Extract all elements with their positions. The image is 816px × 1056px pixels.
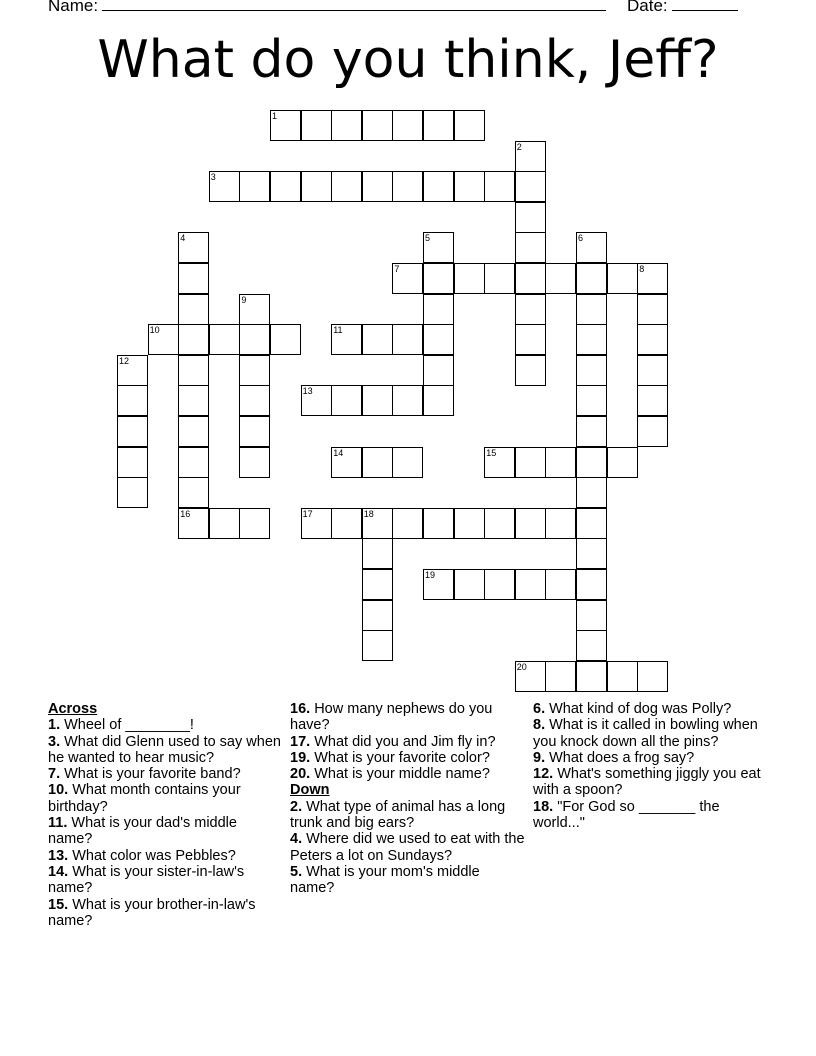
clue-number: 18 — [363, 508, 374, 519]
clue-item-number: 9. — [533, 749, 546, 766]
grid-cell[interactable] — [484, 508, 515, 539]
clue-item-number: 15. — [48, 896, 69, 913]
grid-cell[interactable] — [637, 385, 668, 416]
grid-cell[interactable] — [301, 110, 332, 141]
grid-cell[interactable] — [362, 385, 393, 416]
clue-item — [533, 799, 769, 832]
grid-cell[interactable] — [637, 263, 668, 294]
grid-cell[interactable] — [178, 294, 209, 325]
grid-cell[interactable] — [178, 324, 209, 355]
grid-cell[interactable] — [117, 447, 148, 478]
grid-cell[interactable] — [423, 385, 454, 416]
grid-cell[interactable] — [239, 324, 270, 355]
grid-cell[interactable] — [209, 324, 240, 355]
grid-cell[interactable] — [362, 324, 393, 355]
grid-cell[interactable] — [239, 508, 270, 539]
grid-cell[interactable] — [576, 661, 607, 692]
clue-number: 19 — [425, 570, 436, 580]
grid-cell[interactable] — [576, 538, 607, 569]
grid-cell[interactable] — [117, 477, 148, 508]
clue-item-text: What is your favorite color? — [310, 749, 490, 766]
grid-cell[interactable] — [515, 141, 546, 172]
grid-cell[interactable] — [392, 263, 423, 294]
clue-number: 3 — [210, 172, 216, 183]
clue-item — [48, 734, 284, 767]
grid-cell[interactable] — [331, 447, 362, 478]
grid-cell[interactable] — [637, 416, 668, 447]
grid-cell[interactable] — [239, 355, 270, 386]
grid-cell[interactable] — [178, 263, 209, 294]
clue-item-number: 19. — [290, 749, 311, 766]
grid-cell[interactable] — [576, 294, 607, 325]
clue-column-2 — [290, 701, 526, 897]
grid-cell[interactable] — [576, 355, 607, 386]
clue-item-text: What is your dad's middle name? — [48, 815, 237, 848]
grid-cell[interactable] — [178, 416, 209, 447]
grid-cell[interactable] — [362, 110, 393, 141]
grid-cell[interactable] — [423, 355, 454, 386]
clue-item-text: What month contains your birthday? — [48, 782, 241, 815]
grid-cell[interactable] — [545, 508, 576, 539]
grid-cell[interactable] — [178, 385, 209, 416]
grid-cell[interactable] — [239, 385, 270, 416]
grid-cell[interactable] — [515, 661, 546, 692]
clue-item-text: What is your middle name? — [310, 766, 490, 783]
grid-cell[interactable] — [362, 508, 393, 539]
clue-number: 5 — [425, 233, 431, 244]
clue-item — [48, 897, 284, 930]
clue-item-text: Wheel of ________! — [60, 717, 194, 734]
grid-cell[interactable] — [637, 294, 668, 325]
clue-number: 1 — [272, 111, 278, 121]
grid-cell[interactable] — [576, 600, 607, 631]
grid-cell[interactable] — [331, 508, 362, 539]
grid-cell[interactable] — [515, 232, 546, 263]
clue-item-number: 12. — [533, 766, 554, 783]
clue-item-number: 18. — [533, 798, 554, 815]
grid-cell[interactable] — [484, 263, 515, 294]
grid-cell[interactable] — [239, 416, 270, 447]
grid-cell[interactable] — [392, 110, 423, 141]
grid-cell[interactable] — [607, 661, 638, 692]
grid-cell[interactable] — [576, 477, 607, 508]
grid-cell[interactable] — [576, 385, 607, 416]
grid-cell[interactable] — [576, 630, 607, 661]
grid-cell[interactable] — [331, 324, 362, 355]
grid-cell[interactable] — [545, 263, 576, 294]
clue-number: 10 — [149, 325, 160, 336]
grid-cell[interactable] — [392, 447, 423, 478]
grid-cell[interactable] — [362, 538, 393, 569]
clue-item-number: 14. — [48, 863, 69, 880]
clue-item-number: 13. — [48, 847, 69, 864]
across-clues-continued — [290, 701, 526, 782]
clue-item-number: 6. — [533, 701, 546, 717]
grid-cell[interactable] — [392, 324, 423, 355]
grid-cell[interactable] — [576, 232, 607, 263]
grid-cell[interactable] — [239, 447, 270, 478]
clue-item — [48, 864, 284, 897]
clue-item — [290, 701, 526, 734]
grid-cell[interactable] — [362, 630, 393, 661]
grid-cell[interactable] — [270, 110, 301, 141]
grid-cell[interactable] — [423, 263, 454, 294]
grid-cell[interactable] — [178, 477, 209, 508]
clue-item-number: 10. — [48, 782, 69, 799]
across-heading: Across — [48, 701, 98, 717]
grid-cell[interactable] — [637, 324, 668, 355]
grid-cell[interactable] — [515, 171, 546, 202]
grid-cell[interactable] — [117, 416, 148, 447]
down-clues-continued — [533, 701, 769, 831]
clue-item — [290, 831, 526, 864]
grid-cell[interactable] — [545, 661, 576, 692]
clue-item-number: 7. — [48, 766, 61, 783]
clue-number: 9 — [241, 294, 247, 305]
grid-cell[interactable] — [423, 171, 454, 202]
clue-number: 2 — [516, 141, 522, 152]
grid-cell[interactable] — [423, 569, 454, 600]
grid-cell[interactable] — [270, 171, 301, 202]
grid-cell[interactable] — [362, 569, 393, 600]
page-title: What do you think, Jeff? — [97, 30, 719, 90]
clue-number: 20 — [516, 661, 527, 672]
clue-item — [533, 750, 769, 766]
grid-cell[interactable] — [239, 294, 270, 325]
down-heading: Down — [290, 782, 330, 799]
clue-item-number: 3. — [48, 733, 61, 750]
clue-item — [48, 848, 284, 864]
grid-cell[interactable] — [362, 447, 393, 478]
clue-item-text: What does a frog say? — [545, 749, 695, 766]
grid-cell[interactable] — [576, 447, 607, 478]
clue-item-text: What is your sister-in-law's name? — [48, 863, 245, 897]
clue-item-number: 1. — [48, 717, 61, 734]
grid-cell[interactable] — [331, 171, 362, 202]
grid-cell[interactable] — [392, 171, 423, 202]
grid-cell[interactable] — [515, 355, 546, 386]
grid-cell[interactable] — [454, 171, 485, 202]
date-label: Date: — [627, 0, 668, 15]
grid-cell[interactable] — [209, 171, 240, 202]
clue-item-number: 8. — [533, 717, 546, 734]
clue-item-text: How many nephews do you have? — [290, 701, 493, 734]
grid-cell[interactable] — [362, 600, 393, 631]
grid-cell[interactable] — [178, 508, 209, 539]
grid-cell[interactable] — [515, 447, 546, 478]
clue-number: 17 — [302, 508, 313, 519]
clue-item — [290, 734, 526, 750]
grid-cell[interactable] — [239, 171, 270, 202]
grid-cell[interactable] — [545, 569, 576, 600]
clue-item — [290, 766, 526, 782]
grid-cell[interactable] — [576, 508, 607, 539]
clue-item-number: 4. — [290, 831, 303, 848]
down-clues — [290, 799, 526, 897]
grid-cell[interactable] — [117, 385, 148, 416]
grid-cell[interactable] — [178, 232, 209, 263]
grid-cell[interactable] — [454, 263, 485, 294]
grid-cell[interactable] — [515, 508, 546, 539]
grid-cell[interactable] — [545, 447, 576, 478]
clue-item — [48, 766, 284, 782]
grid-cell[interactable] — [637, 661, 668, 692]
grid-cell[interactable] — [392, 385, 423, 416]
grid-cell[interactable] — [301, 171, 332, 202]
grid-cell[interactable] — [576, 263, 607, 294]
grid-cell[interactable] — [148, 324, 179, 355]
grid-cell[interactable] — [331, 110, 362, 141]
clue-item-text: What did Glenn used to say when he wanted to hear music? — [48, 733, 281, 766]
clue-item — [290, 864, 526, 897]
grid-cell[interactable] — [576, 569, 607, 600]
clue-item-text: What is it called in bowling when you knock down all the pins? — [533, 717, 758, 750]
clue-item — [290, 799, 526, 832]
clue-item — [533, 701, 769, 717]
clue-item-text: What color was Pebbles? — [68, 847, 236, 864]
grid-cell[interactable] — [484, 447, 515, 478]
clue-item — [290, 750, 526, 766]
clue-item-text: What's something jiggly you eat with a spoon? — [533, 766, 761, 799]
clue-number: 16 — [180, 508, 191, 519]
clue-number: 13 — [302, 386, 313, 397]
name-label: Name: — [48, 0, 99, 15]
clue-number: 7 — [394, 264, 400, 274]
grid-cell[interactable] — [423, 508, 454, 539]
grid-cell[interactable] — [484, 171, 515, 202]
clue-number: 12 — [119, 355, 130, 366]
clue-item-number: 17. — [290, 733, 311, 750]
grid-cell[interactable] — [423, 232, 454, 263]
grid-cell[interactable] — [515, 569, 546, 600]
clue-item-text: Where did we used to eat with the Peters a lot on Sundays? — [290, 831, 525, 864]
clue-number: 11 — [333, 325, 343, 336]
clue-number: 4 — [180, 233, 186, 244]
grid-cell[interactable] — [331, 385, 362, 416]
clue-item — [533, 766, 769, 799]
clue-item-text: What kind of dog was Polly? — [545, 701, 732, 717]
clue-item-text: What is your brother-in-law's name? — [48, 896, 256, 929]
grid-cell[interactable] — [515, 202, 546, 233]
clue-item-text: What did you and Jim fly in? — [310, 733, 496, 750]
grid-cell[interactable] — [576, 416, 607, 447]
grid-cell[interactable] — [454, 508, 485, 539]
clue-item-number: 5. — [290, 863, 303, 880]
grid-cell[interactable] — [423, 294, 454, 325]
grid-cell[interactable] — [576, 324, 607, 355]
clue-item — [533, 717, 769, 750]
clue-item-number: 20. — [290, 766, 311, 783]
grid-cell[interactable] — [392, 508, 423, 539]
grid-cell[interactable] — [178, 447, 209, 478]
clue-number: 14 — [333, 447, 344, 458]
grid-cell[interactable] — [637, 355, 668, 386]
clue-list — [48, 701, 778, 1001]
grid-cell[interactable] — [209, 508, 240, 539]
clue-item-number: 16. — [290, 701, 311, 717]
grid-cell[interactable] — [270, 324, 301, 355]
clue-column-3 — [533, 701, 769, 831]
clue-item-text: What type of animal has a long trunk and big ears? — [290, 798, 506, 832]
grid-cell[interactable] — [117, 355, 148, 386]
grid-cell[interactable] — [454, 110, 485, 141]
grid-cell[interactable] — [178, 355, 209, 386]
grid-cell[interactable] — [607, 447, 638, 478]
clue-item-number: 11. — [48, 815, 68, 832]
grid-cell[interactable] — [607, 263, 638, 294]
grid-cell[interactable] — [454, 569, 485, 600]
clue-number: 8 — [639, 264, 645, 274]
grid-cell[interactable] — [423, 324, 454, 355]
clue-item-number: 2. — [290, 798, 303, 815]
clue-item — [48, 782, 284, 815]
grid-cell[interactable] — [301, 385, 332, 416]
clue-number: 6 — [578, 233, 584, 244]
clue-number: 15 — [486, 447, 497, 458]
grid-cell[interactable] — [423, 110, 454, 141]
clue-column-1 — [48, 701, 284, 929]
grid-cell[interactable] — [484, 569, 515, 600]
across-clues — [48, 717, 284, 929]
clue-item-text: What is your mom's middle name? — [290, 863, 480, 897]
grid-cell[interactable] — [301, 508, 332, 539]
grid-cell[interactable] — [362, 171, 393, 202]
clue-item-text: What is your favorite band? — [60, 766, 241, 783]
grid-cell[interactable] — [515, 263, 546, 294]
clue-item-text: "For God so _______ the world..." — [533, 798, 720, 832]
clue-item — [48, 717, 284, 733]
clue-item — [48, 815, 284, 848]
grid-cell[interactable] — [515, 324, 546, 355]
grid-cell[interactable] — [515, 294, 546, 325]
